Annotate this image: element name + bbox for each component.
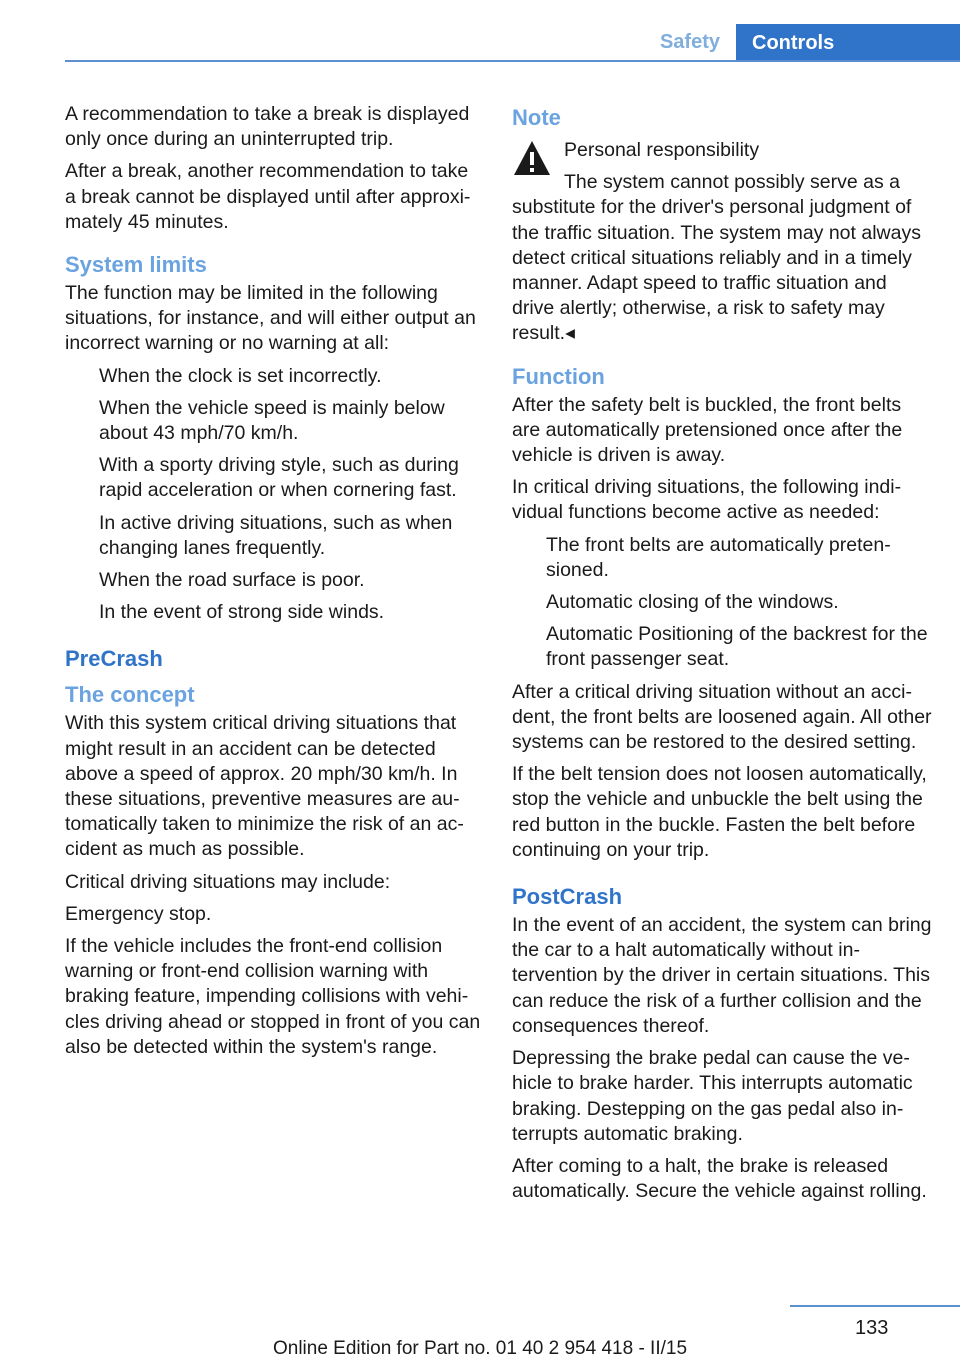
list-item: [512, 533, 932, 583]
list-item: [65, 511, 483, 561]
list-item-text: When the road surface is poor.: [99, 569, 365, 592]
list-item-text: When the vehicle speed is mainly below about 43 mph/70 km/h.: [99, 396, 445, 445]
list-item: [65, 396, 483, 446]
function-text-3: After a critical driving situation without an accident, the front belts are loosened again. All other systems can be restored to the desired setting.: [512, 680, 932, 754]
header-divider: [65, 60, 960, 62]
precrash-heading: PreCrash: [65, 646, 163, 672]
function-text-1: After the safety belt is buckled, the front belts are automatically pretensioned once after the vehicle is driven is away.: [512, 393, 903, 467]
postcrash-text-1: In the event of an accident, the system can bring the car to a halt automatically without intervention by the driver in certain situations. This can reduce the risk of a further collision and the consequences thereof.: [512, 914, 932, 1037]
list-item: [512, 622, 932, 672]
list-item-text: Automatic closing of the windows.: [546, 591, 839, 614]
list-item: [65, 600, 483, 625]
list-item: [65, 453, 483, 503]
list-item: [512, 590, 932, 615]
note-heading: Note: [512, 105, 561, 130]
tab-controls[interactable]: Controls: [736, 24, 960, 62]
function-text-4: If the belt tension does not loosen automatically, stop the vehicle and unbuckle the belt using the red button in the buckle. Fasten the belt before continuing on your trip.: [512, 763, 927, 861]
postcrash-heading: PostCrash: [512, 884, 623, 910]
system-limits-list: [65, 364, 483, 626]
break-recommendation-text: A recommendation to take a break is displayed only once during an uninterrupted trip.: [65, 103, 470, 151]
function-heading: Function: [512, 363, 605, 389]
page-number: 133: [855, 1317, 889, 1339]
system-limits-heading: System limits: [65, 252, 207, 278]
right-column: [512, 102, 932, 1211]
edition-footer: Online Edition for Part no. 01 40 2 954 418 - II/15: [272, 1338, 688, 1359]
tab-safety[interactable]: Safety: [659, 31, 720, 53]
postcrash-text-3: After coming to a halt, the brake is released automatically. Secure the vehicle against rolling.: [512, 1154, 927, 1203]
concept-heading: The concept: [65, 682, 195, 708]
list-item: [65, 364, 483, 389]
note-body: substitute for the driver's personal judgment of the traffic situation. The system may not always detect critical situations reliably and in a timely manner. Adapt speed to traffic situation and drive alertly; otherwise, a risk to safety may result.◂: [512, 196, 921, 345]
concept-text-2: Critical driving situations may include:: [65, 870, 391, 893]
note-body-lead: The system cannot possibly serve as a: [564, 171, 900, 194]
page-header: [0, 0, 960, 62]
list-item-text: In the event of strong side winds.: [99, 601, 385, 624]
list-item-text: When the clock is set incorrectly.: [99, 364, 382, 387]
warning-icon: [512, 138, 552, 178]
list-item-text: Automatic Positioning of the backrest for the front passenger seat.: [546, 623, 928, 671]
functions-list: [512, 533, 932, 673]
system-limits-intro: The function may be limited in the following situations, for instance, and will either output an incorrect warning or no warning at all:: [65, 282, 476, 355]
footer-divider: [790, 1305, 960, 1307]
concept-text-1: With this system critical driving situations that might result in an accident can be detected above a speed of approx. 20 mph/30 km/h. In these situations, preventive measures are automatically taken to minimize the risk of an accident as much as possible.: [65, 712, 464, 861]
function-text-2: In critical driving situations, the following individual functions become active as needed:: [512, 476, 902, 524]
list-item: [65, 568, 483, 593]
list-item-text: In active driving situations, such as when changing lanes frequently.: [99, 511, 453, 559]
list-item-text: With a sporty driving style, such as during rapid acceleration or when cornering fast.: [99, 454, 459, 502]
concept-text-3: Emergency stop.: [65, 902, 212, 925]
note-title: Personal responsibility: [564, 139, 760, 161]
list-item-text: The front belts are automatically pretensioned.: [546, 533, 891, 581]
postcrash-text-2: Depressing the brake pedal can cause the vehicle to brake harder. This interrupts automatic braking. Destepping on the gas pedal also interrupts automatic braking.: [512, 1047, 913, 1145]
concept-text-4: If the vehicle includes the front-end collision warning or front-end collision warning with braking feature, impending collisions with vehicles driving ahead or stopped in front of you can also be detected within the system's range.: [65, 935, 481, 1058]
break-after-text: After a break, another recommendation to take a break cannot be displayed until after approximately 45 minutes.: [65, 160, 471, 233]
note-block: [512, 102, 932, 347]
left-column: [65, 102, 483, 1067]
